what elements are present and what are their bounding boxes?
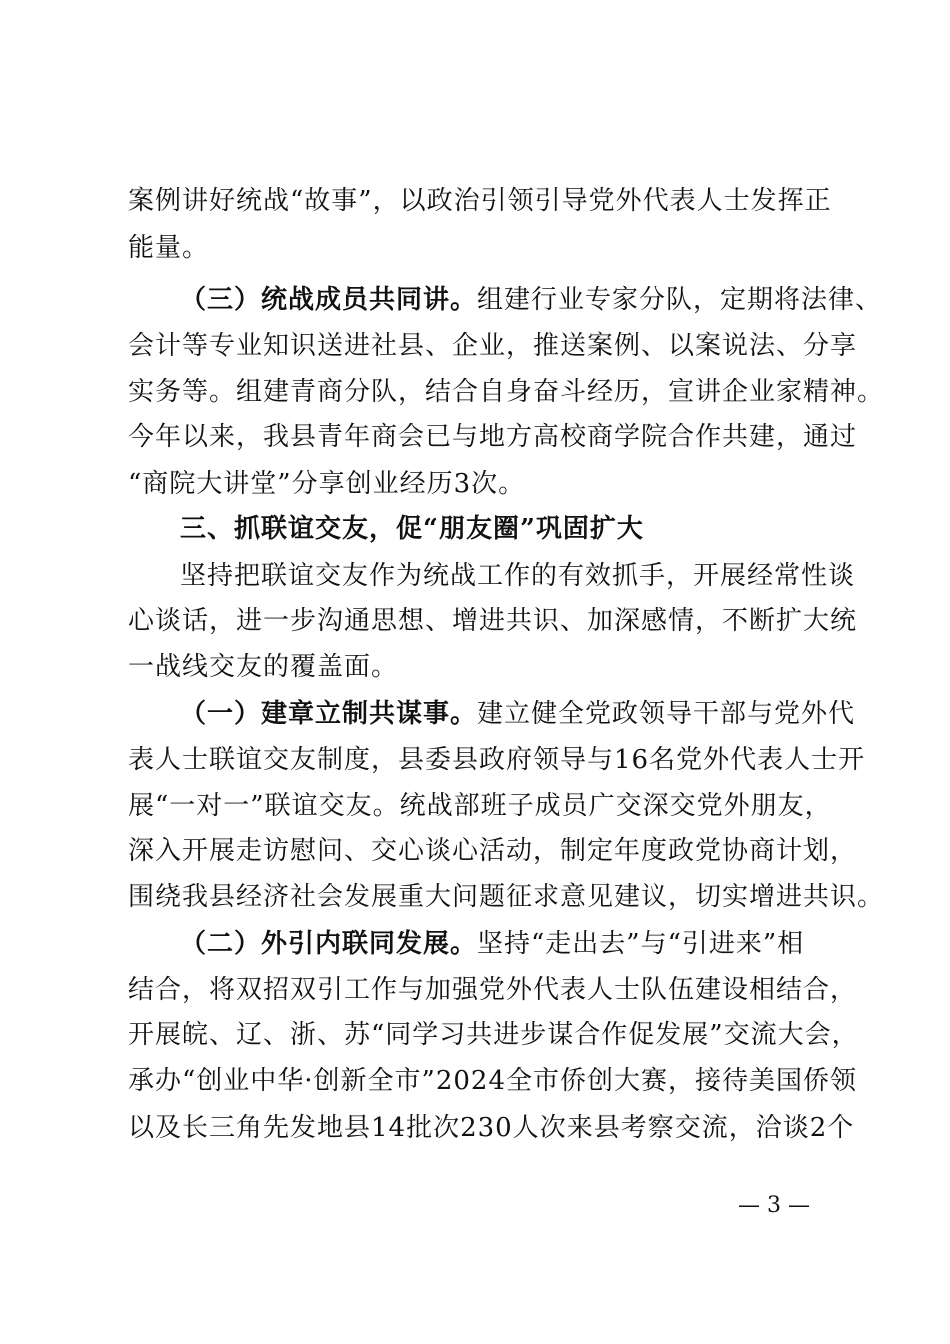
body-line: 案例讲好统战“故事”，以政治引领引导党外代表人士发挥正 xyxy=(128,186,832,216)
body-line: 能量。 xyxy=(128,233,210,263)
subsection-heading: （二）外引内联同发展。 xyxy=(180,929,478,959)
body-line: 心谈话，进一步沟通思想、增进共识、加深感情，不断扩大统 xyxy=(128,606,858,636)
body-line: “商院大讲堂”分享创业经历3次。 xyxy=(128,469,526,499)
body-line: 结合，将双招双引工作与加强党外代表人士队伍建设相结合， xyxy=(128,975,858,1005)
body-text: 建立健全党政领导干部与党外代 xyxy=(477,699,856,729)
body-line xyxy=(180,699,855,729)
body-line: 表人士联谊交友制度，县委县政府领导与16名党外代表人士开 xyxy=(128,745,866,775)
subsection-heading: （三）统战成员共同讲。 xyxy=(180,285,478,315)
body-line: 围绕我县经济社会发展重大问题征求意见建议，切实增进共识。 xyxy=(128,882,885,912)
subsection-heading: （一）建章立制共谋事。 xyxy=(180,699,478,729)
body-text: 组建行业专家分队，定期将法律、 xyxy=(477,285,883,315)
body-line: 展“一对一”联谊交友。统战部班子成员广交深交党外朋友， xyxy=(128,791,832,821)
section-heading: 三、抓联谊交友，促“朋友圈”巩固扩大 xyxy=(180,514,644,544)
body-line xyxy=(180,285,882,315)
page-number: — 3 — xyxy=(738,1193,810,1218)
body-line: 开展皖、辽、浙、苏“同学习共进步谋合作促发展”交流大会， xyxy=(128,1020,859,1050)
body-line: 一战线交友的覆盖面。 xyxy=(128,652,399,682)
body-line: 坚持把联谊交友作为统战工作的有效抓手，开展经常性谈 xyxy=(180,561,856,591)
body-line: 承办“创业中华·创新全市”2024全市侨创大赛，接待美国侨领 xyxy=(128,1066,858,1096)
body-text: 坚持“走出去”与“引进来”相 xyxy=(477,929,805,959)
body-line: 实务等。组建青商分队，结合自身奋斗经历，宣讲企业家精神。 xyxy=(128,377,885,407)
body-line: 深入开展走访慰问、交心谈心活动，制定年度政党协商计划， xyxy=(128,836,858,866)
body-line: 今年以来，我县青年商会已与地方高校商学院合作共建，通过 xyxy=(128,422,858,452)
body-line: 以及长三角先发地县14批次230人次来县考察交流，洽谈2个 xyxy=(128,1113,855,1143)
body-line: 会计等专业知识送进社县、企业，推送案例、以案说法、分享 xyxy=(128,331,858,361)
body-line xyxy=(180,929,804,959)
